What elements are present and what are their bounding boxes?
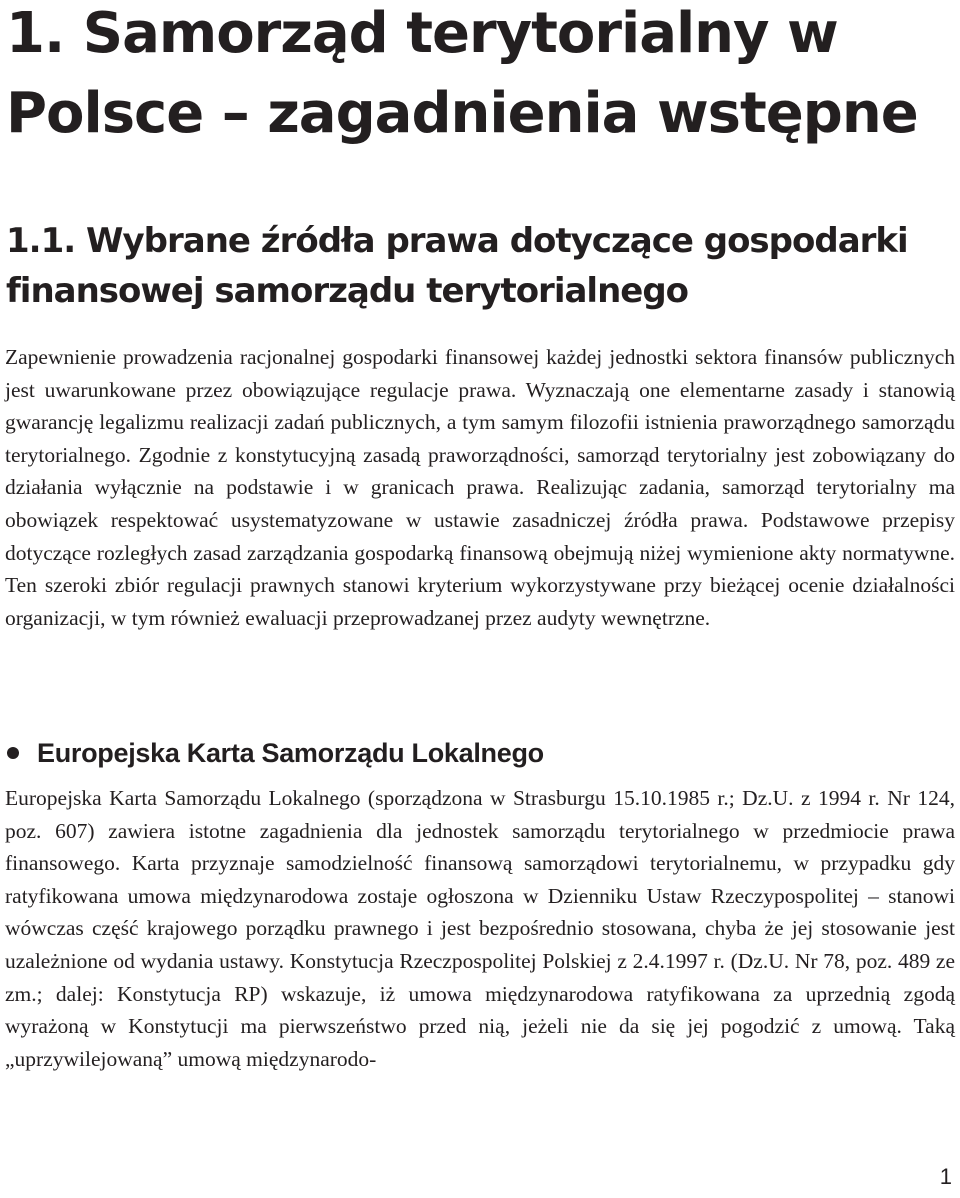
section-title: 1.1. Wybrane źródła prawa dotyczące gospodarki finansowej samorządu terytorialnego — [6, 221, 908, 311]
page-number: 1 — [939, 1164, 952, 1189]
chapter-title: 1. Samorząd terytorialny w Polsce – zagadnienia wstępne — [6, 1, 918, 146]
section-intro-paragraph: Zapewnienie prowadzenia racjonalnej gospodarki finansowej każdej jednostki sektora finansów publicznych jest uwarunkowane przez obowiązujące regulacje prawa. Wyznaczają one elementarne zasady i stanowią gwarancję legalizmu realizacji zadań publicznych, a tym samym filozofii istnienia praworządnego samorządu terytorialnego. Zgodnie z konstytucyjną zasadą praworządności, samorząd terytorialny jest zobowiązany do działania wyłącznie na podstawie i w granicach prawa. Realizując zadania, samorząd terytorialny ma obowiązek respektować usystematyzowane w ustawie zasadniczej źródła prawa. Podstawowe przepisy dotyczące rozległych zasad zarządzania gospodarką finansową obejmują niżej wymienione akty normatywne. Ten szeroki zbiór regulacji prawnych stanowi kryterium wykorzystywane przy bieżącej ocenie działalności organizacji, w tym również ewaluacji przeprowadzanej przez audyty wewnętrzne. — [5, 345, 955, 630]
bullet-paragraph: Europejska Karta Samorządu Lokalnego (sporządzona w Strasburgu 15.10.1985 r.; Dz.U. z 1994 r. Nr 124, poz. 607) zawiera istotne zagadnienia dla jednostek samorządu terytorialnego w przedmiocie prawa finansowego. Karta przyznaje samodzielność finansową samorządowi terytorialnemu, w przypadku gdy ratyfikowana umowa międzynarodowa zostaje ogłoszona w Dzienniku Ustaw Rzeczypospolitej – stanowi wówczas część krajowego porządku prawnego i jest bezpośrednio stosowana, chyba że jej stosowanie jest uzależnione od wydania ustawy. Konstytucja Rzeczpospolitej Polskiej z 2.4.1997 r. (Dz.U. Nr 78, poz. 489 ze zm.; dalej: Konstytucja RP) wskazuje, iż umowa międzynarodowa ratyfikowana za uprzednią zgodą wyrażoną w Konstytucji ma pierwszeństwo przed nią, jeżeli nie da się jej pogodzić z umową. Taką „uprzywilejowaną” umową międzynarodo- — [5, 786, 955, 1071]
bullet-icon — [7, 747, 19, 759]
bullet-heading-text: Europejska Karta Samorządu Lokalnego — [37, 738, 544, 768]
bullet-heading — [5, 733, 955, 773]
